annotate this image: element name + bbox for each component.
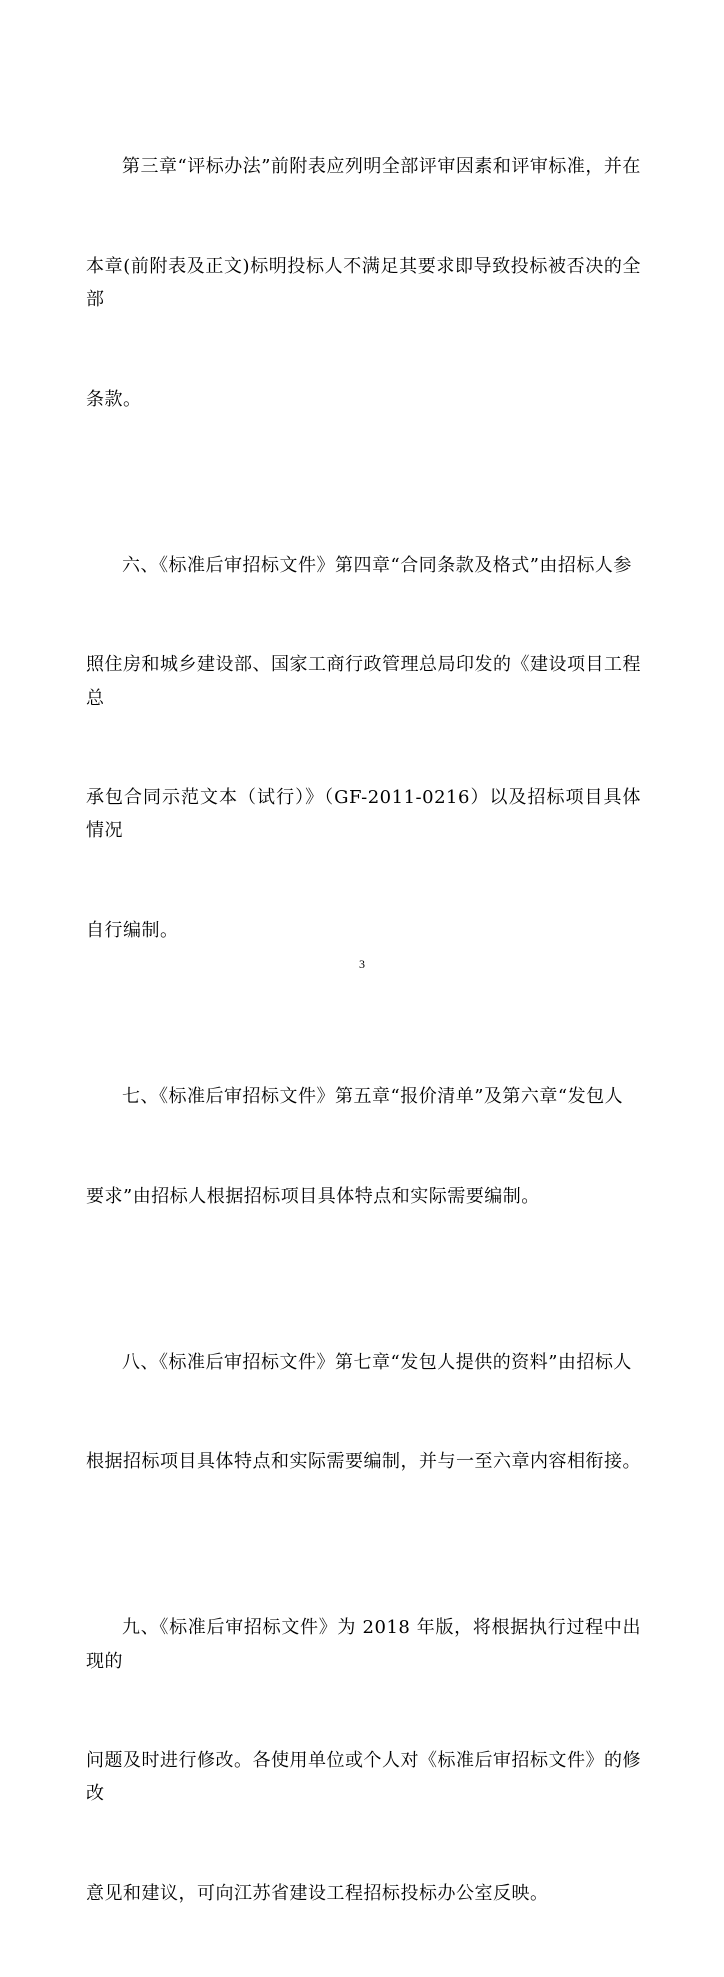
paragraph-line: 意见和建议，可向江苏省建设工程招标投标办公室反映。 (86, 1882, 549, 1904)
paragraph-line: 九、《标准后审招标文件》为 2018 年版，将根据执行过程中出现的 (86, 1617, 641, 1672)
paragraph-line: 照住房和城乡建设部、国家工商行政管理总局印发的《建设项目工程总 (86, 654, 641, 709)
paragraph-item-seven (86, 1014, 641, 1280)
paragraph-line: 条款。 (86, 388, 142, 410)
paragraph-chapter-three (86, 84, 641, 482)
paragraph-line: 问题及时进行修改。各使用单位或个人对《标准后审招标文件》的修改 (86, 1750, 641, 1805)
paragraph-line: 自行编制。 (86, 920, 179, 942)
paragraph-line: 本章(前附表及正文)标明投标人不满足其要求即导致投标被否决的全部 (86, 256, 641, 311)
paragraph-line: 八、《标准后审招标文件》第七章“发包人提供的资料”由招标人 (122, 1351, 632, 1373)
paragraph-item-nine (86, 1545, 641, 1977)
paragraph-line: 七、《标准后审招标文件》第五章“报价清单”及第六章“发包人 (122, 1086, 624, 1108)
paragraph-line: 根据招标项目具体特点和实际需要编制，并与一至六章内容相衔接。 (86, 1451, 641, 1473)
paragraph-line: 第三章“评标办法”前附表应列明全部评审因素和评审标准，并在 (122, 156, 641, 178)
paragraph-item-eight (86, 1279, 641, 1545)
page-number: 3 (359, 957, 365, 971)
paragraph-line: 六、《标准后审招标文件》第四章“合同条款及格式”由招标人参 (122, 554, 632, 576)
paragraph-line: 承包合同示范文本（试行）》（GF-2011-0216）以及招标项目具体情况 (86, 787, 641, 842)
document-body (86, 84, 641, 1977)
paragraph-line: 要求”由招标人根据招标项目具体特点和实际需要编制。 (86, 1185, 540, 1207)
paragraph-item-six (86, 482, 641, 1013)
